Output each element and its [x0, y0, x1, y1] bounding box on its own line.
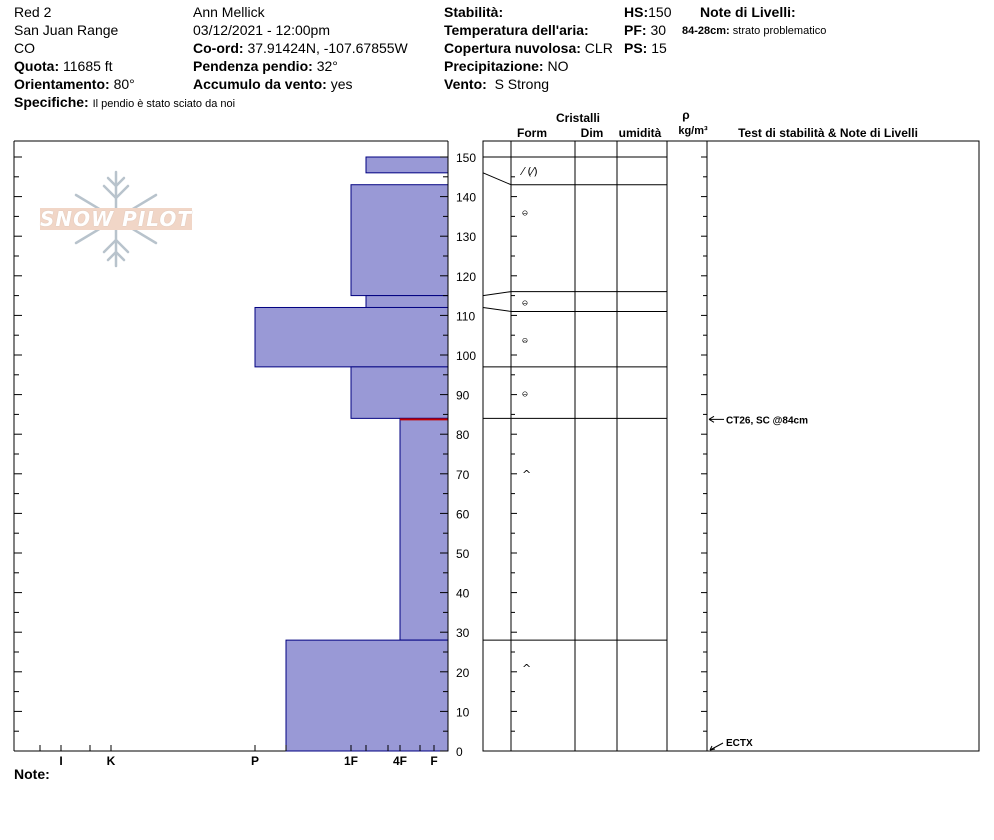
depth-tick-label: 130	[456, 230, 477, 245]
depth-tick-label: 50	[456, 547, 470, 561]
cloud-cover: Copertura nuvolosa: CLR	[444, 40, 613, 56]
hs-value: HS:150	[624, 4, 672, 20]
pf-value: PF: 30	[624, 22, 667, 38]
test-pointer	[709, 416, 724, 422]
hardness-layer	[286, 640, 448, 751]
hardness-tick-label: K	[106, 754, 116, 768]
hardness-tick-label: P	[250, 754, 260, 768]
depth-tick-label: 120	[456, 269, 477, 284]
hardness-layer	[351, 185, 448, 296]
tests-header: Test di stabilità & Note di Livelli	[738, 126, 918, 140]
hardness-layer	[366, 157, 448, 173]
datetime: 03/12/2021 - 12:00pm	[193, 22, 330, 38]
specifics: Specifiche: Il pendio è stato sciato da noi	[14, 94, 236, 110]
layer-connector	[483, 173, 511, 185]
layer-connector	[483, 292, 511, 296]
hardness-tick-label: F	[430, 754, 438, 768]
crystal-form: ဓ	[522, 333, 529, 347]
slope-angle: Pendenza pendio: 32°	[193, 58, 338, 74]
column-headers	[517, 108, 918, 140]
stability-label: Stabilità:	[444, 4, 504, 20]
depth-tick-label: 10	[456, 705, 470, 720]
wind: Vento: S Strong	[444, 76, 550, 92]
range-name: San Juan Range	[14, 22, 119, 38]
depth-tick-label: 100	[456, 349, 477, 363]
test-label: CT26, SC @84cm	[726, 415, 809, 427]
depth-tick-label: 90	[456, 388, 470, 403]
table-frame	[483, 141, 979, 751]
moisture-header: umidità	[618, 126, 662, 140]
depth-tick-label: 40	[456, 586, 470, 601]
crystals-header: Cristalli	[555, 111, 601, 125]
air-temp-label: Temperatura dell'aria:	[444, 22, 589, 38]
crystal-form: ဓ	[522, 295, 529, 309]
crystal-form: ⁄ (⁄)	[522, 164, 538, 178]
crystal-form: ဓ	[522, 386, 529, 400]
layer-note: 84-28cm: strato problematico	[682, 25, 827, 37]
notes-label: Note:	[14, 766, 50, 782]
hardness-tick-label: I	[59, 754, 63, 768]
logo-text: SNOW PILOT	[40, 207, 192, 231]
form-header: Form	[517, 126, 547, 140]
hardness-layer	[255, 307, 448, 366]
depth-tick-label: 110	[456, 309, 476, 324]
depth-tick-label: 0	[456, 745, 463, 759]
hardness-layer	[366, 296, 448, 308]
precipitation: Precipitazione: NO	[444, 58, 569, 74]
layer-connector	[483, 307, 511, 311]
depth-tick-label: 140	[456, 190, 477, 205]
crystal-form: ဓ	[522, 205, 529, 219]
dim-header: Dim	[580, 126, 604, 140]
depth-tick-label: 60	[456, 507, 470, 522]
hardness-tick-label: 1F	[343, 754, 359, 768]
hardness-plot	[14, 141, 476, 768]
depth-tick-label: 80	[456, 428, 470, 443]
crystal-form: ^	[522, 467, 532, 481]
test-label: ECTX	[726, 738, 753, 749]
depth-tick-label: 70	[456, 467, 470, 482]
rho-header: ρ	[682, 108, 690, 122]
hardness-layer	[400, 418, 448, 640]
test-pointer	[710, 743, 723, 750]
elevation: Quota: 11685 ft	[14, 58, 113, 74]
crystal-table	[483, 141, 979, 751]
state-name: CO	[14, 40, 35, 56]
hardness-layer	[351, 367, 448, 418]
location-name: Red 2	[14, 4, 52, 20]
depth-tick-label: 150	[456, 151, 477, 165]
hardness-tick-label: 4F	[392, 754, 408, 768]
depth-tick-label: 30	[456, 626, 470, 641]
coordinates: Co-ord: 37.91424N, -107.67855W	[193, 40, 408, 56]
aspect: Orientamento: 80°	[14, 76, 135, 92]
density-unit-header: kg/m³	[678, 125, 708, 137]
ps-value: PS: 15	[624, 40, 667, 56]
layer-notes-label: Note di Livelli:	[700, 4, 796, 20]
observer: Ann Mellick	[193, 4, 265, 20]
depth-tick-label: 20	[456, 665, 470, 680]
wind-loading: Accumulo da vento: yes	[193, 76, 353, 92]
crystal-form: ^	[522, 661, 532, 675]
tests-area	[709, 415, 808, 750]
